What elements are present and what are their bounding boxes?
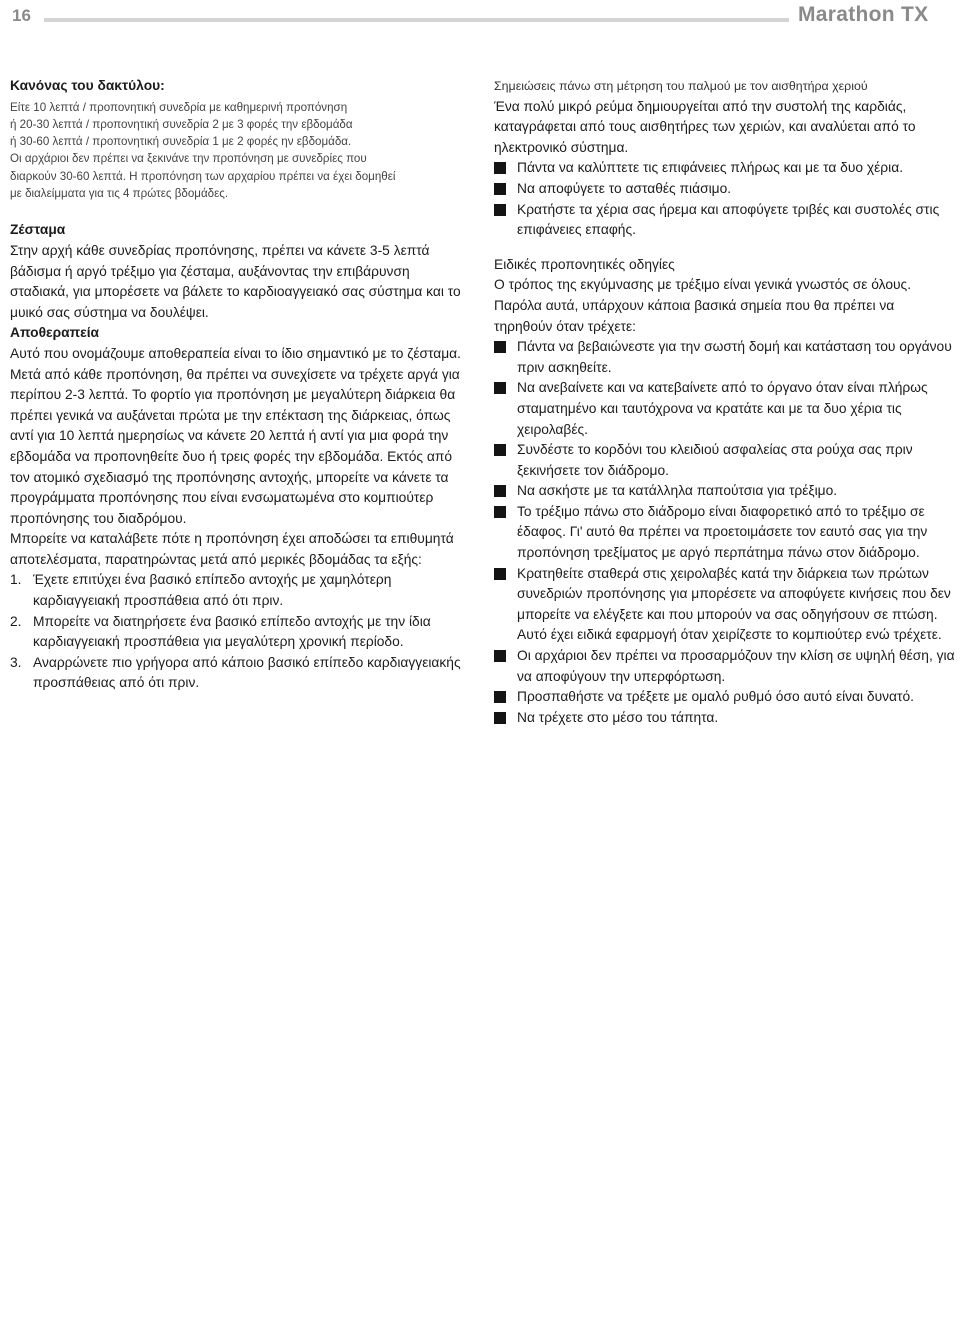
- list-item: [494, 646, 956, 687]
- list-item: [494, 158, 956, 179]
- special-instructions-text: Ο τρόπος της εκγύμνασης με τρέξιμο είναι γενικά γνωστός σε όλους. Παρόλα αυτά, υπάρχουν κάποια βασικά σημεία που θα πρέπει να τηρηθούν όταν τρέχετε:: [494, 277, 912, 334]
- rule-line: Είτε 10 λεπτά / προπονητική συνεδρία με καθημερινή προπόνηση: [10, 100, 348, 114]
- cooldown-heading: Αποθεραπεία: [10, 325, 100, 341]
- pulse-bullets: [494, 158, 956, 240]
- item-text: Να τρέχετε στο μέσο του τάπητα.: [517, 709, 719, 725]
- left-column: [10, 76, 470, 694]
- right-column: [494, 76, 956, 728]
- item-text: Να ανεβαίνετε και να κατεβαίνετε από το όργανο όταν είναι πλήρως σταματημένο και ταυτόχρονα να κρατάτε και με τα δυο χέρια τις χειρολαβές.: [517, 380, 928, 437]
- square-bullet-icon: [494, 444, 506, 456]
- square-bullet-icon: [494, 485, 506, 497]
- item-text: Κρατήστε τα χέρια σας ήρεμα και αποφύγετε τριβές και συστολές στις επιφάνειες επαφής.: [517, 201, 940, 238]
- item-text: Να αποφύγετε το ασταθές πιάσιμο.: [517, 180, 732, 196]
- special-instructions-bullets: [494, 337, 956, 728]
- list-item: [494, 481, 956, 502]
- rule-line: ή 20-30 λεπτά / προπονητική συνεδρία 2 με 3 φορές την εβδομάδα: [10, 117, 353, 131]
- rule-line: διαρκούν 30-60 λεπτά. Η προπόνηση των αρχαρίου πρέπει να έχει δομηθεί: [10, 169, 396, 183]
- item-text: Πάντα να βεβαιώνεστε για την σωστή δομή και κατάσταση του οργάνου πριν ασκηθείτε.: [517, 339, 952, 375]
- item-text: Το τρέξιμο πάνω στο διάδρομο είναι διαφορετικό από το τρέξιμο σε έδαφος. Γι' αυτό θα πρέπει να προετοιμάσετε τον εαυτό σας για την προπόνηση τρεξίματος με αργό περπάτημα πάνω στον διάδρομο.: [517, 503, 928, 561]
- pulse-heading: Σημειώσεις πάνω στη μέτρηση του παλμού με τον αισθητήρα χεριού: [494, 79, 868, 93]
- item-number: 2.: [10, 613, 22, 629]
- header-rule: [44, 18, 789, 22]
- page-number: 16: [12, 6, 31, 25]
- rule-of-thumb-heading: Κανόνας του δακτύλου:: [10, 78, 165, 93]
- product-title: Marathon TX: [798, 3, 929, 26]
- list-item: [10, 570, 470, 611]
- list-item: [494, 179, 956, 200]
- results-intro: Μπορείτε να καταλάβετε πότε η προπόνηση έχει αποδώσει τα επιθυμητά αποτελέσματα, παρατηρώντας μετά από μερικές βδομάδας τα εξής:: [10, 531, 454, 567]
- warmup-heading: Ζέσταμα: [10, 222, 66, 238]
- item-text: Συνδέστε το κορδόνι του κλειδιού ασφαλείας στα ρούχα σας πριν ξεκινήσετε τον διάδρομο.: [517, 442, 913, 478]
- list-item: [494, 502, 956, 564]
- square-bullet-icon: [494, 183, 506, 195]
- item-text: Να ασκήστε με τα κατάλληλα παπούτσια για τρέξιμο.: [517, 483, 838, 499]
- item-number: 1.: [10, 572, 22, 588]
- square-bullet-icon: [494, 204, 506, 216]
- list-item: [494, 337, 956, 378]
- list-item: [494, 708, 956, 729]
- square-bullet-icon: [494, 650, 506, 662]
- item-text: Οι αρχάριοι δεν πρέπει να προσαρμόζουν την κλίση σε υψηλή θέση, για να αποφύγουν την υπερφόρτωση.: [517, 648, 955, 684]
- results-list: [10, 570, 470, 694]
- square-bullet-icon: [494, 341, 506, 353]
- item-text: Αναρρώνετε πιο γρήγορα από κάποιο βασικό επίπεδο καρδιαγγειακής προσπάθειας από ότι πριν.: [33, 654, 461, 691]
- list-item: [494, 564, 956, 646]
- rule-line: με διαλείμματα για τις 4 πρώτες βδομάδες.: [10, 187, 229, 201]
- item-text: Προσπαθήστε να τρέξετε με ομαλό ρυθμό όσο αυτό είναι δυνατό.: [517, 689, 914, 705]
- square-bullet-icon: [494, 568, 506, 580]
- square-bullet-icon: [494, 162, 506, 174]
- warmup-text: Στην αρχή κάθε συνεδρίας προπόνησης, πρέπει να κάνετε 3-5 λεπτά βάδισμα ή αργό τρέξιμο για ζέσταμα, αυξάνοντας την επιβάρυνση σταδιακά, για μπορέσετε να βάλετε το καρδιοαγγειακό σας σύστημα και το μυικό σας σύστημα να δουλέψει.: [10, 242, 461, 320]
- item-text: Έχετε επιτύχει ένα βασικό επίπεδο αντοχής με χαμηλότερη καρδιαγγειακή προσπάθεια από ότι πριν.: [33, 572, 392, 609]
- list-item: [10, 653, 470, 694]
- rule-line: Οι αρχάριοι δεν πρέπει να ξεκινάνε την προπόνηση με συνεδρίες που: [10, 152, 367, 166]
- item-number: 3.: [10, 654, 22, 670]
- list-item: [10, 612, 470, 653]
- item-text: Πάντα να καλύπτετε τις επιφάνειες πλήρως και με τα δυο χέρια.: [517, 160, 904, 176]
- rule-line: ή 30-60 λεπτά / προπονητική συνεδρία 1 με 2 φορές ην εβδομάδα.: [10, 135, 352, 149]
- item-text: Κρατηθείτε σταθερά στις χειρολαβές κατά την διάρκεια των πρώτων συνεδριών προπόνησης για μπορέσετε να αποφύγετε κινήσεις που δεν μπορείτε να ελέγξετε και που μπορούν να σας οδηγήσουν σε πτώση. Αυτό έχει ειδικά εφαρμογή όταν χειρίζεστε το κομπιούτερ ενώ τρέχετε.: [517, 565, 951, 643]
- square-bullet-icon: [494, 382, 506, 394]
- page-header: [0, 0, 960, 40]
- square-bullet-icon: [494, 712, 506, 724]
- cooldown-text: Αυτό που ονομάζουμε αποθεραπεία είναι το ίδιο σημαντικό με το ζέσταμα. Μετά από κάθε προπόνηση, θα πρέπει να συνεχίσετε να τρέχετε αργά για περίπου 2-3 λεπτά. Το φορτίο για προπόνηση με μεγαλύτερη διάρκεια θα πρέπει γενικά να αυξάνεται πρώτα με την επέκταση της διάρκειας, όπως αντί για 10 λεπτά ημερησίως να κάνετε 20 λεπτά ή αντί για μια φορά την εβδομάδα να προπονηθείτε δυο ή τρεις φορές την εβδομάδα. Εκτός από τον ατομικό σχεδιασμό της προπόνησης αντοχής, μπορείτε να κάνετε τα προγράμματα προπόνησης που είναι ενσωματωμένα στο κομπιούτερ προπόνησης του διαδρόμου.: [10, 345, 461, 526]
- item-text: Μπορείτε να διατηρήσετε ένα βασικό επίπεδο αντοχής με την ίδια καρδιαγγειακή προσπάθεια για μεγαλύτερη χρονική περίοδο.: [33, 613, 431, 650]
- square-bullet-icon: [494, 691, 506, 703]
- pulse-text: Ένα πολύ μικρό ρεύμα δημιουργείται από την συστολή της καρδιάς, καταγράφεται από τους αισθητήρες των χεριών, και αναλύεται από το ηλεκτρονικό σύστημα.: [494, 98, 916, 155]
- list-item: [494, 687, 956, 708]
- rule-of-thumb-text: [10, 99, 470, 203]
- list-item: [494, 440, 956, 481]
- list-item: [494, 200, 956, 241]
- square-bullet-icon: [494, 506, 506, 518]
- special-instructions-heading: Ειδικές προπονητικές οδηγίες: [494, 256, 675, 272]
- list-item: [494, 378, 956, 440]
